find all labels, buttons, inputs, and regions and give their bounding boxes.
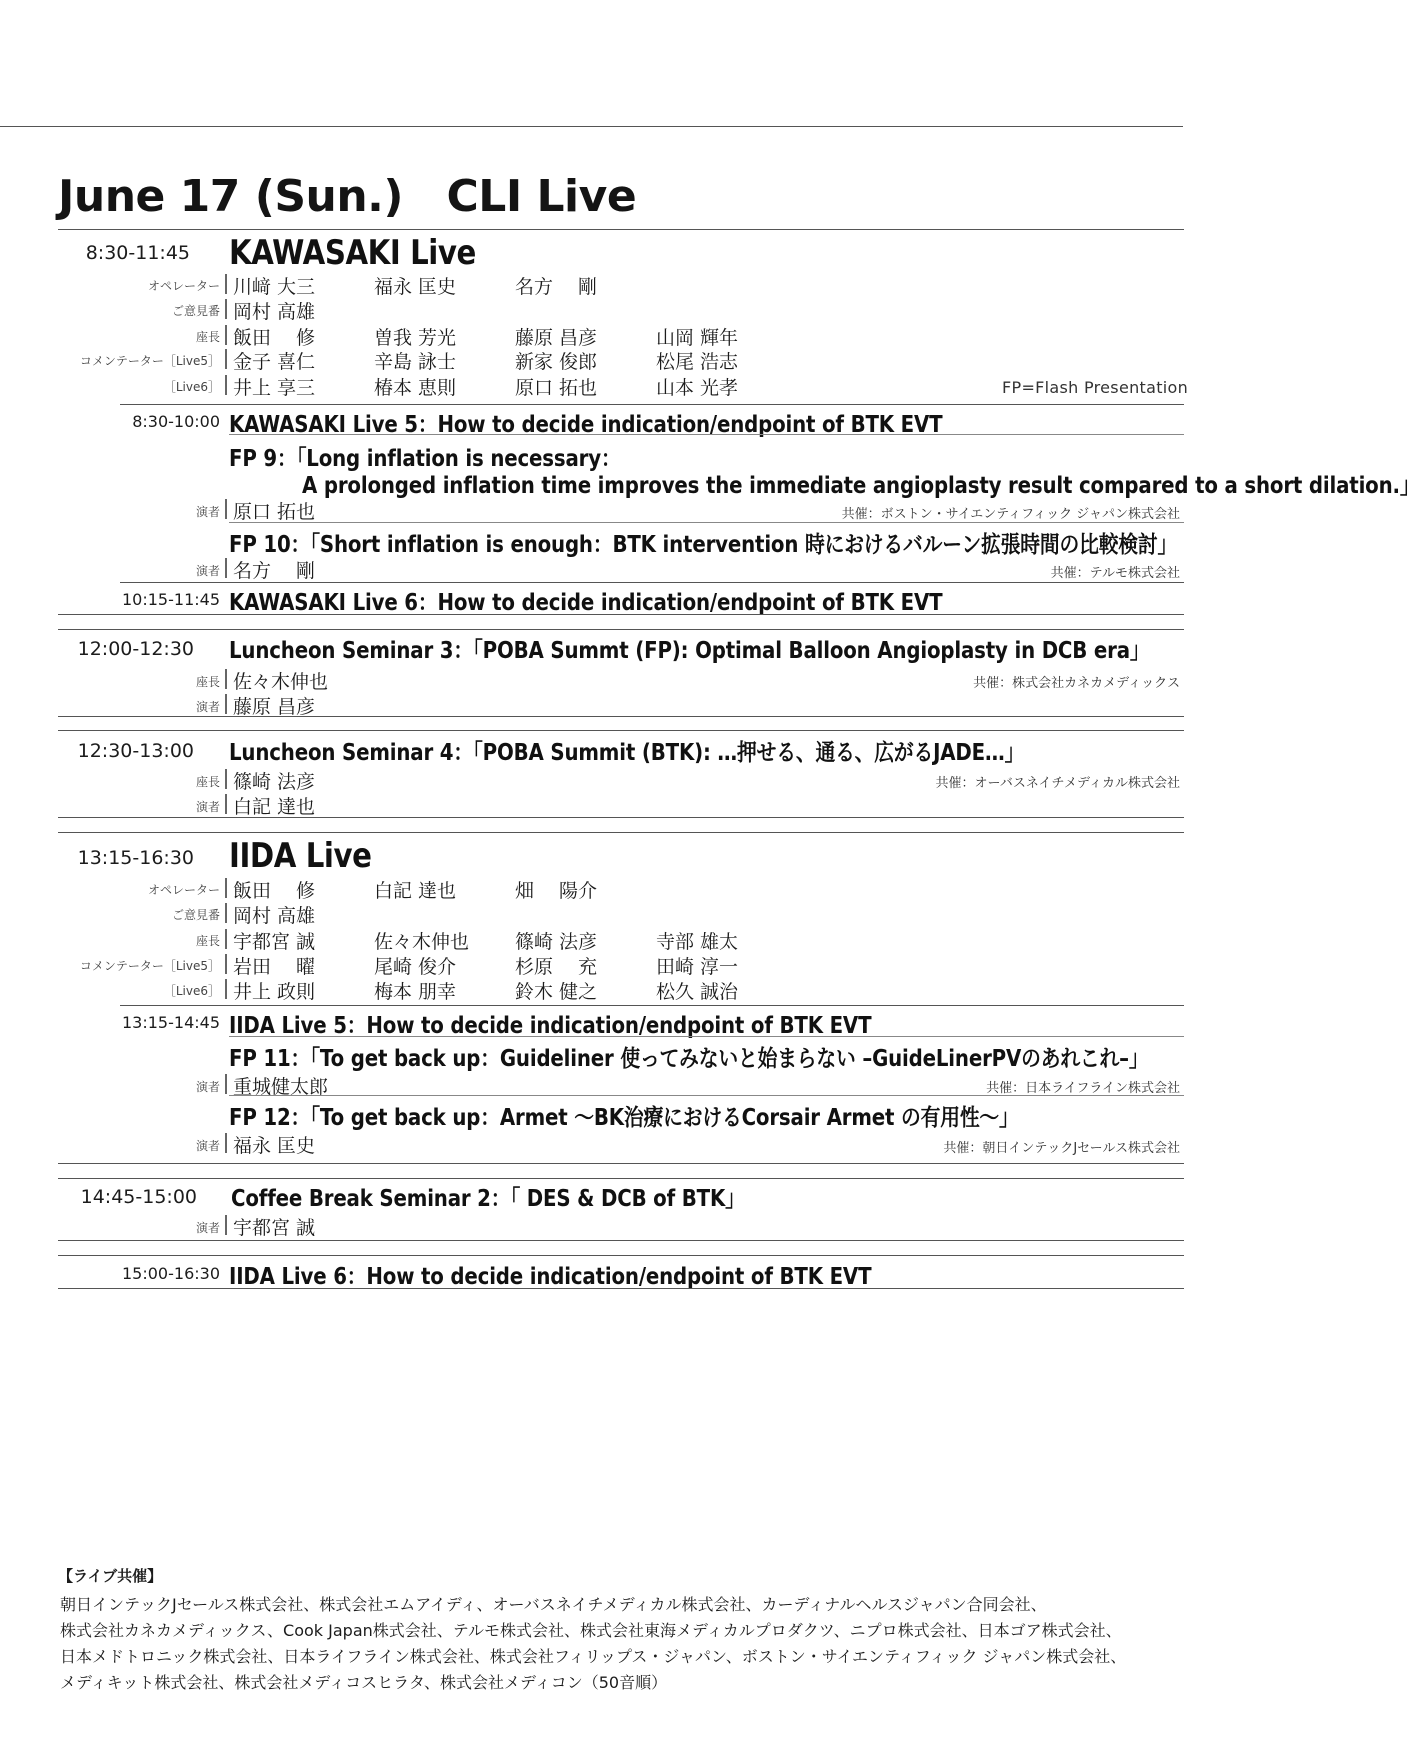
coffee-title: Coffee Break Seminar 2：「 DES & DCB of BTK」 (231, 1186, 745, 1212)
person-name: 飯田 修 (233, 880, 316, 902)
person-name: 岡村 高雄 (233, 905, 316, 927)
sponsor-text: 共催：朝日インテックJセールス株式会社 (943, 1141, 1180, 1156)
section-rule (58, 1288, 1184, 1289)
fp12-title: FP 12：「To get back up：Armet ～BK治療におけるCorsair Armet の有用性～」 (229, 1105, 1019, 1131)
person-name: 田崎 淳一 (656, 956, 739, 978)
footer-heading: 【ライブ共催】 (58, 1567, 163, 1585)
role-bar (225, 1133, 227, 1153)
role-bar (225, 979, 227, 999)
lunch4-title: Luncheon Seminar 4：「POBA Summit (BTK): …押せる、通る、広がるJADE…」 (229, 740, 1025, 766)
person-name: 杉原 充 (515, 956, 598, 978)
role-bar (225, 794, 227, 814)
section-rule (229, 434, 1184, 435)
section-rule (58, 716, 1184, 717)
top-rule (0, 126, 1183, 127)
role-bar (225, 299, 227, 319)
person-name: 山本 光孝 (656, 377, 739, 399)
section-rule (58, 832, 1184, 833)
sponsor-text: 共催：日本ライフライン株式会社 (986, 1081, 1180, 1096)
person-name: 藤原 昌彦 (515, 327, 598, 349)
role-label: 座長 (195, 330, 220, 344)
person-name: 宇都宮 誠 (233, 931, 316, 953)
sponsor-text: 共催：オーバスネイチメディカル株式会社 (935, 776, 1180, 791)
section-rule (120, 1005, 1184, 1006)
role-label: ご意見番 (171, 908, 220, 922)
role-bar (225, 375, 227, 395)
role-label: 座長 (195, 775, 220, 789)
session-title: KAWASAKI Live 6：How to decide indication/endpoint of BTK EVT (229, 590, 943, 616)
role-label: 演者 (195, 505, 220, 519)
footer-line: メディキット株式会社、株式会社メディコスヒラタ、株式会社メディコン（50音順） (60, 1673, 668, 1692)
person-name: 白記 達也 (374, 880, 457, 902)
role-bar (225, 274, 227, 294)
role-label: ［Live6］ (163, 380, 220, 394)
person-name: 福永 匡史 (374, 276, 457, 298)
person-name: 原口 拓也 (515, 377, 598, 399)
section-rule (120, 404, 1184, 405)
iida-live-time: 13:15-16:30 (77, 847, 194, 869)
section-rule (229, 522, 1184, 523)
role-label: 座長 (195, 934, 220, 948)
person-name: 白記 達也 (233, 796, 316, 818)
role-label: コメンテーター［Live5］ (79, 959, 220, 973)
role-bar (225, 1074, 227, 1094)
session-title: IIDA Live 6：How to decide indication/endpoint of BTK EVT (229, 1264, 872, 1290)
person-name: 井上 享三 (233, 377, 316, 399)
person-name: 尾崎 俊介 (374, 956, 457, 978)
role-bar (225, 878, 227, 898)
fp9-title-cont: A prolonged inflation time improves the immediate angioplasty result compared to a short dilation.」 (302, 473, 1419, 499)
person-name: 金子 喜仁 (233, 351, 316, 373)
person-name: 川﨑 大三 (233, 276, 316, 298)
role-label: 座長 (195, 675, 220, 689)
iida-live-title: IIDA Live (229, 836, 372, 876)
fp11-title: FP 11：「To get back up：Guideliner 使ってみないと始まらない –GuideLinerPVのあれこれ–」 (229, 1046, 1149, 1072)
person-name: 辛島 詠士 (374, 351, 457, 373)
role-label: 演者 (195, 564, 220, 578)
person-name: 篠崎 法彦 (515, 931, 598, 953)
person-name: 寺部 雄太 (656, 931, 739, 953)
role-bar (225, 954, 227, 974)
role-label: オペレーター (147, 883, 220, 897)
session-time: 15:00-16:30 (122, 1264, 220, 1283)
session-title: IIDA Live 5：How to decide indication/endpoint of BTK EVT (229, 1013, 872, 1039)
fp10-title: FP 10：「Short inflation is enough：BTK intervention 時におけるバルーン拡張時間の比較検討」 (229, 532, 1178, 558)
person-name: 佐々木伸也 (374, 931, 470, 953)
section-rule (58, 730, 1184, 731)
role-bar (225, 929, 227, 949)
person-name: 梅本 朋幸 (374, 981, 457, 1003)
person-name: 佐々木伸也 (233, 671, 329, 693)
session-time: 10:15-11:45 (122, 590, 220, 609)
section-rule (58, 629, 1184, 630)
fp9-title: FP 9：「Long inflation is necessary： (229, 446, 621, 472)
role-label: 演者 (195, 700, 220, 714)
section-rule (120, 582, 1184, 583)
person-name: 名方 剛 (515, 276, 598, 298)
sponsor-text: 共催：ボストン・サイエンティフィック ジャパン株式会社 (841, 507, 1180, 522)
person-name: 椿本 恵則 (374, 377, 457, 399)
person-name: 宇都宮 誠 (233, 1217, 316, 1239)
person-name: 重城健太郎 (233, 1076, 329, 1098)
role-label: 演者 (195, 1080, 220, 1094)
role-bar (225, 769, 227, 789)
lunch3-title: Luncheon Seminar 3：「POBA Summt (FP): Optimal Balloon Angioplasty in DCB era」 (229, 638, 1150, 664)
person-name: 名方 剛 (233, 560, 316, 582)
role-label: 演者 (195, 1139, 220, 1153)
role-bar (225, 558, 227, 578)
section-rule (229, 1095, 1184, 1096)
person-name: 福永 匡史 (233, 1135, 316, 1157)
lunch3-time: 12:00-12:30 (77, 638, 194, 660)
role-label: オペレーター (147, 279, 220, 293)
lunch4-time: 12:30-13:00 (77, 740, 194, 762)
role-bar (225, 903, 227, 923)
role-label: コメンテーター［Live5］ (79, 354, 220, 368)
role-label: ご意見番 (171, 304, 220, 318)
role-bar (225, 1215, 227, 1235)
person-name: 曽我 芳光 (374, 327, 457, 349)
role-bar (225, 694, 227, 714)
person-name: 新家 俊郎 (515, 351, 598, 373)
role-label: ［Live6］ (163, 984, 220, 998)
section-rule (58, 1163, 1184, 1164)
sponsor-text: 共催：株式会社カネカメディックス (973, 676, 1180, 691)
footer-line: 朝日インテックJセールス株式会社、株式会社エムアイディ、オーバスネイチメディカル株式会社、カーディナルヘルスジャパン合同会社、 (60, 1595, 1047, 1614)
person-name: 井上 政則 (233, 981, 316, 1003)
session-time: 13:15-14:45 (122, 1013, 220, 1032)
sponsor-text: 共催：テルモ株式会社 (1050, 566, 1180, 581)
person-name: 岡村 高雄 (233, 301, 316, 323)
section-rule (58, 1240, 1184, 1241)
role-bar (225, 349, 227, 369)
person-name: 鈴木 健之 (515, 981, 598, 1003)
kawasaki-live-title: KAWASAKI Live (229, 233, 476, 273)
person-name: 原口 拓也 (233, 501, 316, 523)
person-name: 畑 陽介 (515, 880, 598, 902)
section-rule (58, 614, 1184, 615)
page-title: June 17 (Sun.) CLI Live (58, 171, 637, 222)
person-name: 松久 誠治 (656, 981, 739, 1003)
kawasaki-live-time: 8:30-11:45 (85, 242, 190, 264)
person-name: 飯田 修 (233, 327, 316, 349)
person-name: 藤原 昌彦 (233, 696, 316, 718)
role-label: 演者 (195, 800, 220, 814)
role-label: 演者 (195, 1221, 220, 1235)
footer-line: 日本メドトロニック株式会社、日本ライフライン株式会社、株式会社フィリップス・ジャパン、ボストン・サイエンティフィック ジャパン株式会社、 (60, 1647, 1127, 1666)
person-name: 松尾 浩志 (656, 351, 739, 373)
section-rule (58, 1178, 1184, 1179)
person-name: 岩田 曜 (233, 956, 316, 978)
section-rule (229, 1036, 1184, 1037)
section-rule (58, 1255, 1184, 1256)
person-name: 篠崎 法彦 (233, 771, 316, 793)
session-title: KAWASAKI Live 5：How to decide indication/endpoint of BTK EVT (229, 412, 943, 438)
coffee-time: 14:45-15:00 (80, 1186, 197, 1208)
title-rule (58, 229, 1184, 230)
session-time: 8:30-10:00 (132, 412, 220, 431)
section-rule (58, 817, 1184, 818)
role-bar (225, 669, 227, 689)
role-bar (225, 499, 227, 519)
fp-note: FP=Flash Presentation (1002, 378, 1189, 397)
footer-line: 株式会社カネカメディックス、Cook Japan株式会社、テルモ株式会社、株式会社東海メディカルプロダクツ、ニプロ株式会社、日本ゴア株式会社、 (60, 1621, 1122, 1640)
person-name: 山岡 輝年 (656, 327, 739, 349)
role-bar (225, 325, 227, 345)
